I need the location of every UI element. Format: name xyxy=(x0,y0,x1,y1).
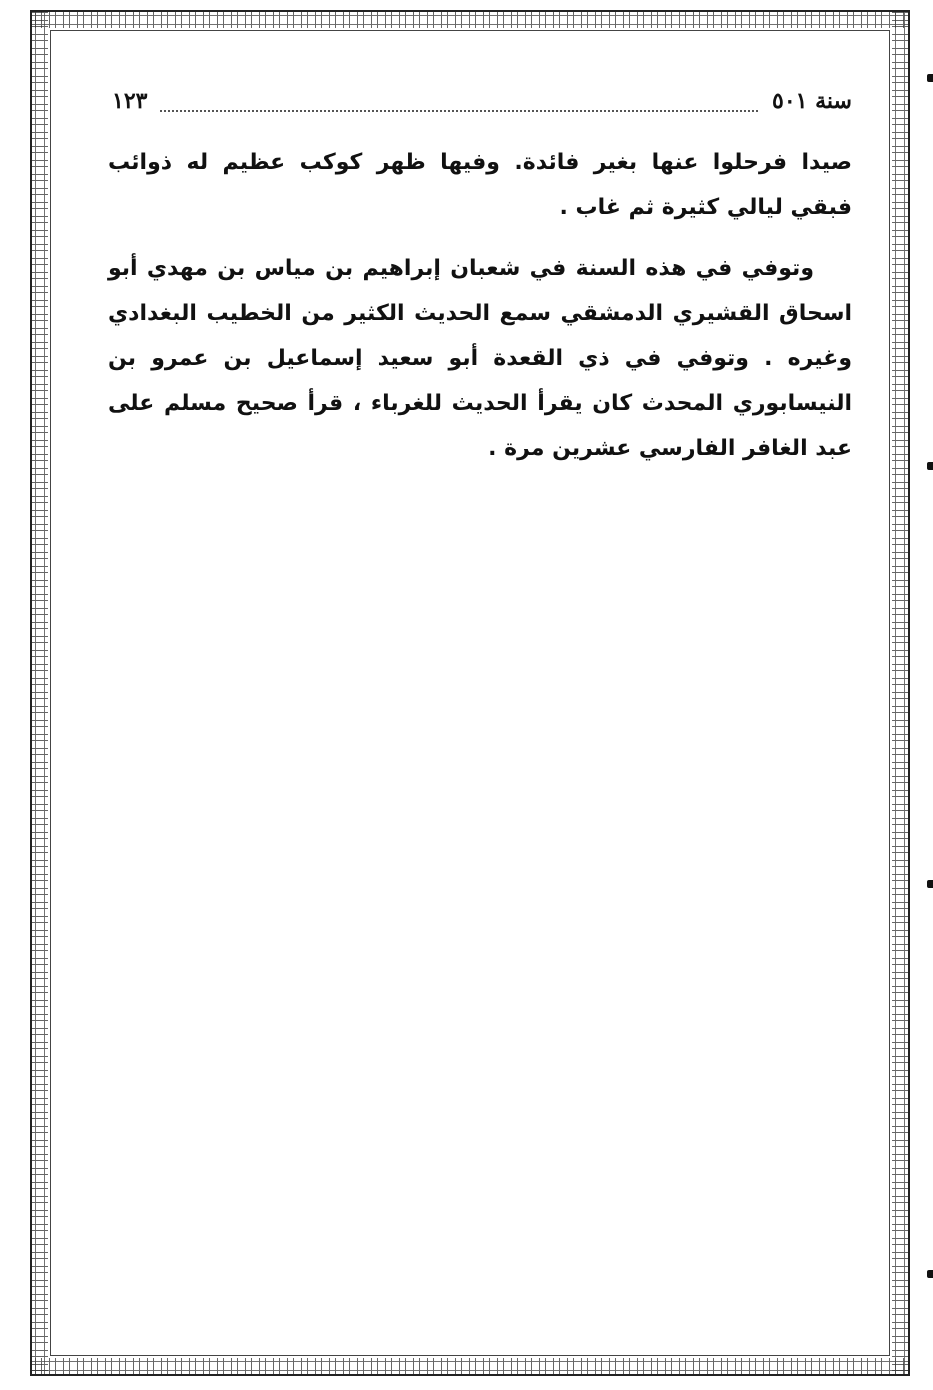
ornamental-border-right xyxy=(892,12,908,1374)
dot-leader xyxy=(160,110,758,112)
page-number: ١٢٣ xyxy=(112,88,148,114)
body-text xyxy=(108,140,852,487)
paragraph-2: وتوفي في هذه السنة في شعبان إبراهيم بن مياس بن مهدي أبو اسحاق القشيري الدمشقي سمع الحديث الكثير من الخطيب البغدادي وغيره . وتوفي في ذي القعدة أبو سعيد إسماعيل بن عمرو بن النيسابوري المحدث كان يقرأ الحديث للغرباء ، قرأ صحيح مسلم على عبد الغافر الفارسي عشرين مرة . xyxy=(108,256,852,461)
ornamental-border-bottom xyxy=(32,1358,908,1374)
page-header xyxy=(112,88,852,124)
ornamental-border-top xyxy=(32,12,908,28)
scan-edge-mark xyxy=(927,74,933,82)
scan-edge-mark xyxy=(927,462,933,470)
ornamental-border-left xyxy=(32,12,48,1374)
paragraph-1: صيدا فرحلوا عنها بغير فائدة. وفيها ظهر كوكب عظيم له ذوائب فبقي ليالي كثيرة ثم غاب . xyxy=(108,150,852,220)
scan-edge-mark xyxy=(927,880,933,888)
scan-edge-mark xyxy=(927,1270,933,1278)
running-head: سنة ٥٠١ xyxy=(772,88,852,114)
